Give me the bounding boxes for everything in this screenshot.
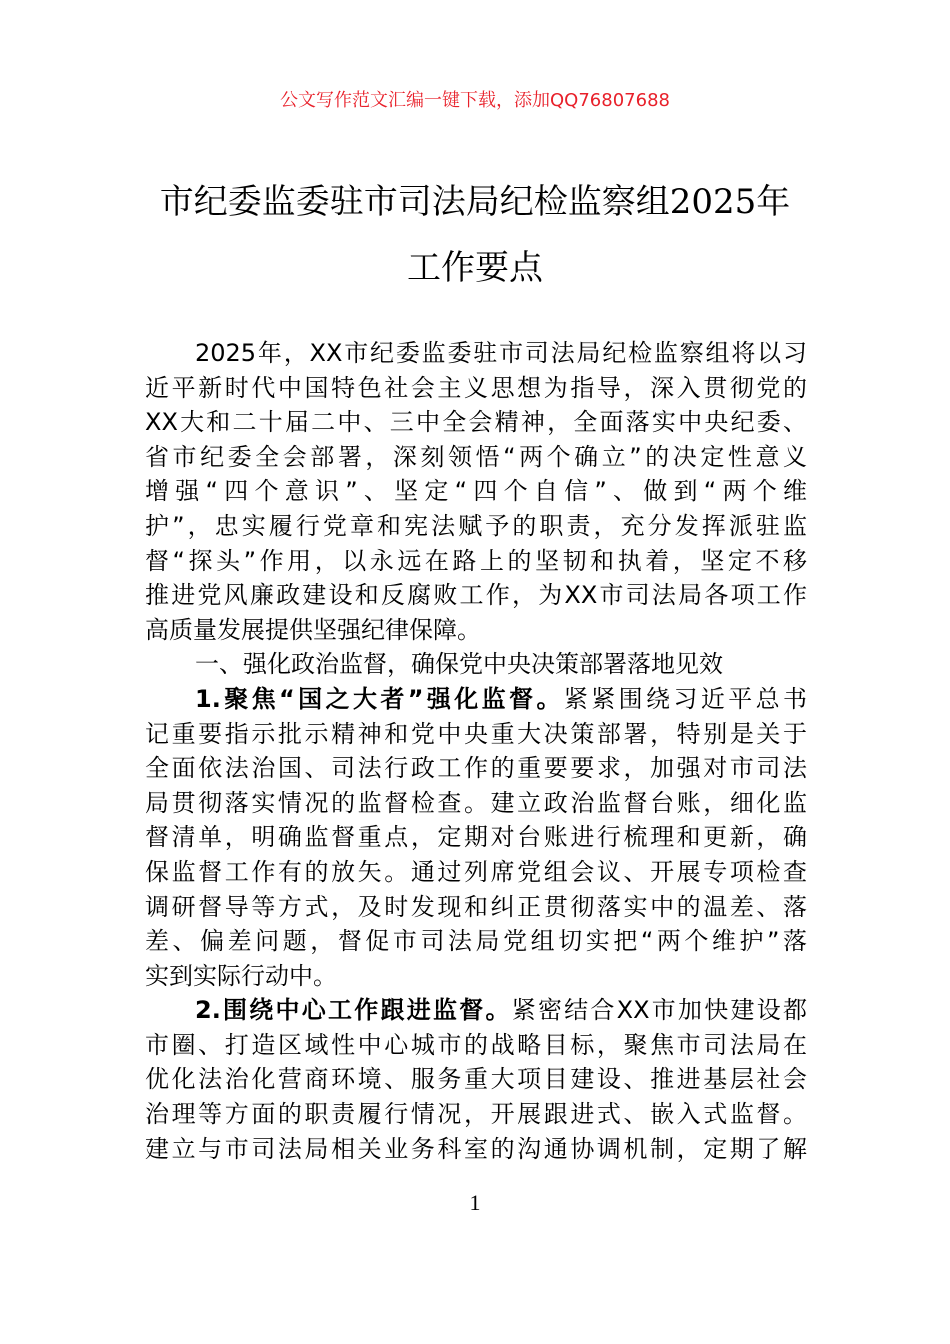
intro-line: 护”，忠实履行党章和宪法赋予的职责，充分发挥派驻监 [145,511,807,540]
item1-text: 紧紧围绕习近平总书 [563,684,807,713]
item2-line: 建立与市司法局相关业务科室的沟通协调机制，定期了解 [145,1134,807,1163]
intro-line: 省市纪委全会部署，深刻领悟“两个确立”的决定性意义 [145,442,807,471]
intro-line: 高质量发展提供坚强纪律保障。 [145,615,481,644]
intro-line: 督“探头”作用，以永远在路上的坚韧和执着，坚定不移 [145,546,807,575]
item2-line: 优化法治化营商环境、服务重大项目建设、推进基层社会 [145,1065,807,1094]
intro-line: 推进党风廉政建设和反腐败工作，为XX市司法局各项工作 [145,581,807,610]
item2-first-line [145,993,807,1028]
intro-line: 近平新时代中国特色社会主义思想为指导，深入贯彻党的 [145,373,807,402]
item2-text: 紧密结合XX市加快建设都 [511,996,807,1025]
item1-first-line [145,682,807,717]
item1-line: 督清单，明确监督重点，定期对台账进行梳理和更新，确 [145,823,807,852]
item1-line: 全面依法治国、司法行政工作的重要要求，加强对市司法 [145,754,807,783]
item1-line: 局贯彻落实情况的监督检查。建立政治监督台账，细化监 [145,788,807,817]
item1-line: 实到实际行动中。 [145,961,337,990]
document-title-line-2: 工作要点 [407,248,543,288]
item2-line: 市圈、打造区域性中心城市的战略目标，聚焦市司法局在 [145,1030,807,1059]
document-body [145,336,807,1166]
section-heading: 一、强化政治监督，确保党中央决策部署落地见效 [195,650,723,679]
document-title-line-1: 市纪委监委驻市司法局纪检监察组2025年 [159,182,791,222]
watermark-text: 公文写作范文汇编一键下载，添加QQ76807688 [280,90,670,111]
item2-heading: 2.围绕中心工作跟进监督。 [195,996,512,1025]
item1-line: 差、偏差问题，督促市司法局党组切实把“两个维护”落 [145,927,807,956]
intro-line: XX大和二十届二中、三中全会精神，全面落实中央纪委、 [145,408,807,437]
page-number: 1 [469,1190,481,1215]
intro-line: 增强“四个意识”、坚定“四个自信”、做到“两个维 [145,477,807,506]
item1-line: 调研督导等方式，及时发现和纠正贯彻落实中的温差、落 [145,892,807,921]
item1-line: 记重要指示批示精神和党中央重大决策部署，特别是关于 [145,719,807,748]
item1-heading: 1.聚焦“国之大者”强化监督。 [195,684,564,713]
intro-line: 2025年，XX市纪委监委驻市司法局纪检监察组将以习 [195,339,807,367]
item1-line: 保监督工作有的放矢。通过列席党组会议、开展专项检查 [145,857,807,886]
item2-line: 治理等方面的职责履行情况，开展跟进式、嵌入式监督。 [145,1100,807,1129]
